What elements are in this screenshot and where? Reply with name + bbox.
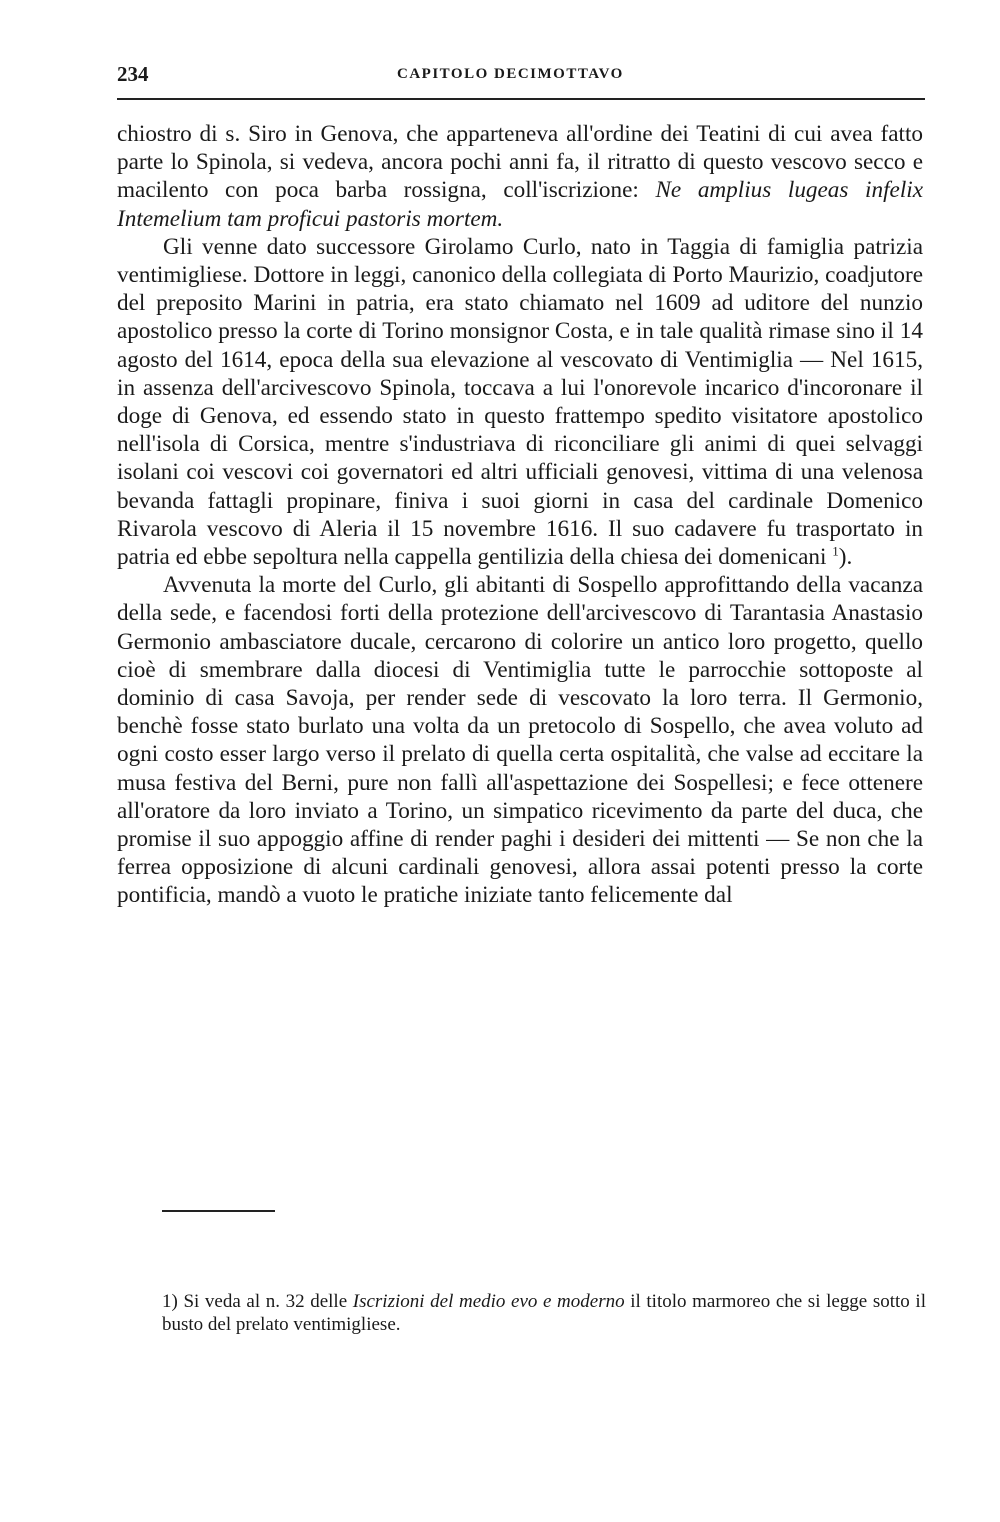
footnote — [162, 1290, 926, 1336]
paragraph-2 — [117, 233, 923, 571]
paragraph-2-tail: ). — [838, 544, 853, 571]
paragraph-2-text: Gli venne dato successore Girolamo Curlo, nato in Taggia di famiglia patrizia ventimigliese. Dottore in leggi, canonico della collegiata di Porto Maurizio, coadjutore del preposito Marini in patria, era stato chiamato nel 1609 ad uditore del nunzio apostolico presso la corte di Torino monsignor Costa, e in tale qualità rimase sino il 14 agosto del 1614, epoca della sua elevazione al vescovato di Ventimiglia — Nel 1615, in assenza dell'arcivescovo Spinola, toccava a lui l'onorevole incarico d'incoronare il doge di Genova, ed essendo stato in questo frattempo spedito visitatore apostolico nell'isola di Corsica, mentre s'industriava di riconciliare gli animi di quei selvaggi isolani coi vescovi coi governatori ed altri ufficiali genovesi, vittima di una velenosa bevanda fattagli propinare, finiva i suoi giorni in casa del cardinale Domenico Rivarola vescovo di Aleria il 15 novembre 1616. Il suo cadavere fu trasportato in patria ed ebbe sepoltura nella cappella gentilizia della chiesa dei domenicani — [117, 233, 923, 571]
page-number: 234 — [117, 62, 149, 86]
footnote-reference[interactable]: 1 — [832, 543, 839, 559]
paragraph-3 — [117, 571, 923, 909]
footnote-text-b: il titolo marmoreo che si legge sotto il busto del prelato ventimigliese. — [162, 1291, 926, 1335]
footnote-title: Iscrizioni del medio evo e moderno — [352, 1291, 625, 1312]
page-header — [117, 62, 925, 92]
running-head: CAPITOLO DECIMOTTAVO — [397, 66, 624, 82]
main-text — [117, 120, 923, 910]
footnote-text-a: Si veda al n. 32 delle — [177, 1291, 353, 1312]
footnote-number: 1) — [162, 1291, 178, 1312]
paragraph-3-text: Avvenuta la morte del Curlo, gli abitanti di Sospello approfittando della vacanza della sede, e facendosi forti della protezione dell'arcivescovo di Tarantasia Anastasio Germonio ambasciatore ducale, cercarono di colorire un antico loro progetto, quello cioè di smembrare dalla diocesi di Ventimiglia tutte le parrocchie sottoposte al dominio di casa Savoja, per render sede di vescovato la loro terra. Il Germonio, benchè fosse stato burlato una volta da un pretocolo di Sospello, che avea voluto ad ogni costo esser largo verso il prelato di quella certa ospitalità, che valse ad eccitare la musa festiva del Berni, pure non fallì all'aspettazione dei Sospellesi; e fece ottenere all'oratore da loro inviato a Torino, un simpatico ricevimento da parte del duca, che promise il suo appoggio affine di render paghi i desideri dei mittenti — Se non che la ferrea opposizione di alcuni cardinali genovesi, allora assai potenti presso la corte pontificia, mandò a vuoto le pratiche iniziate tanto felicemente dal — [117, 572, 923, 909]
header-rule — [117, 98, 925, 100]
latin-inscription: Ne amplius lugeas infelix Intemelium tam proficui pastoris mortem. — [117, 177, 923, 232]
footnote-rule — [162, 1210, 275, 1212]
paragraph-1-text: chiostro di s. Siro in Genova, che apparteneva all'ordine dei Teatini di cui avea fatto parte lo Spinola, si vedeva, ancora pochi anni fa, il ritratto di questo vescovo secco e macilento con poca barba rossigna, coll'iscrizione: — [117, 121, 923, 204]
paragraph-1 — [117, 120, 923, 233]
